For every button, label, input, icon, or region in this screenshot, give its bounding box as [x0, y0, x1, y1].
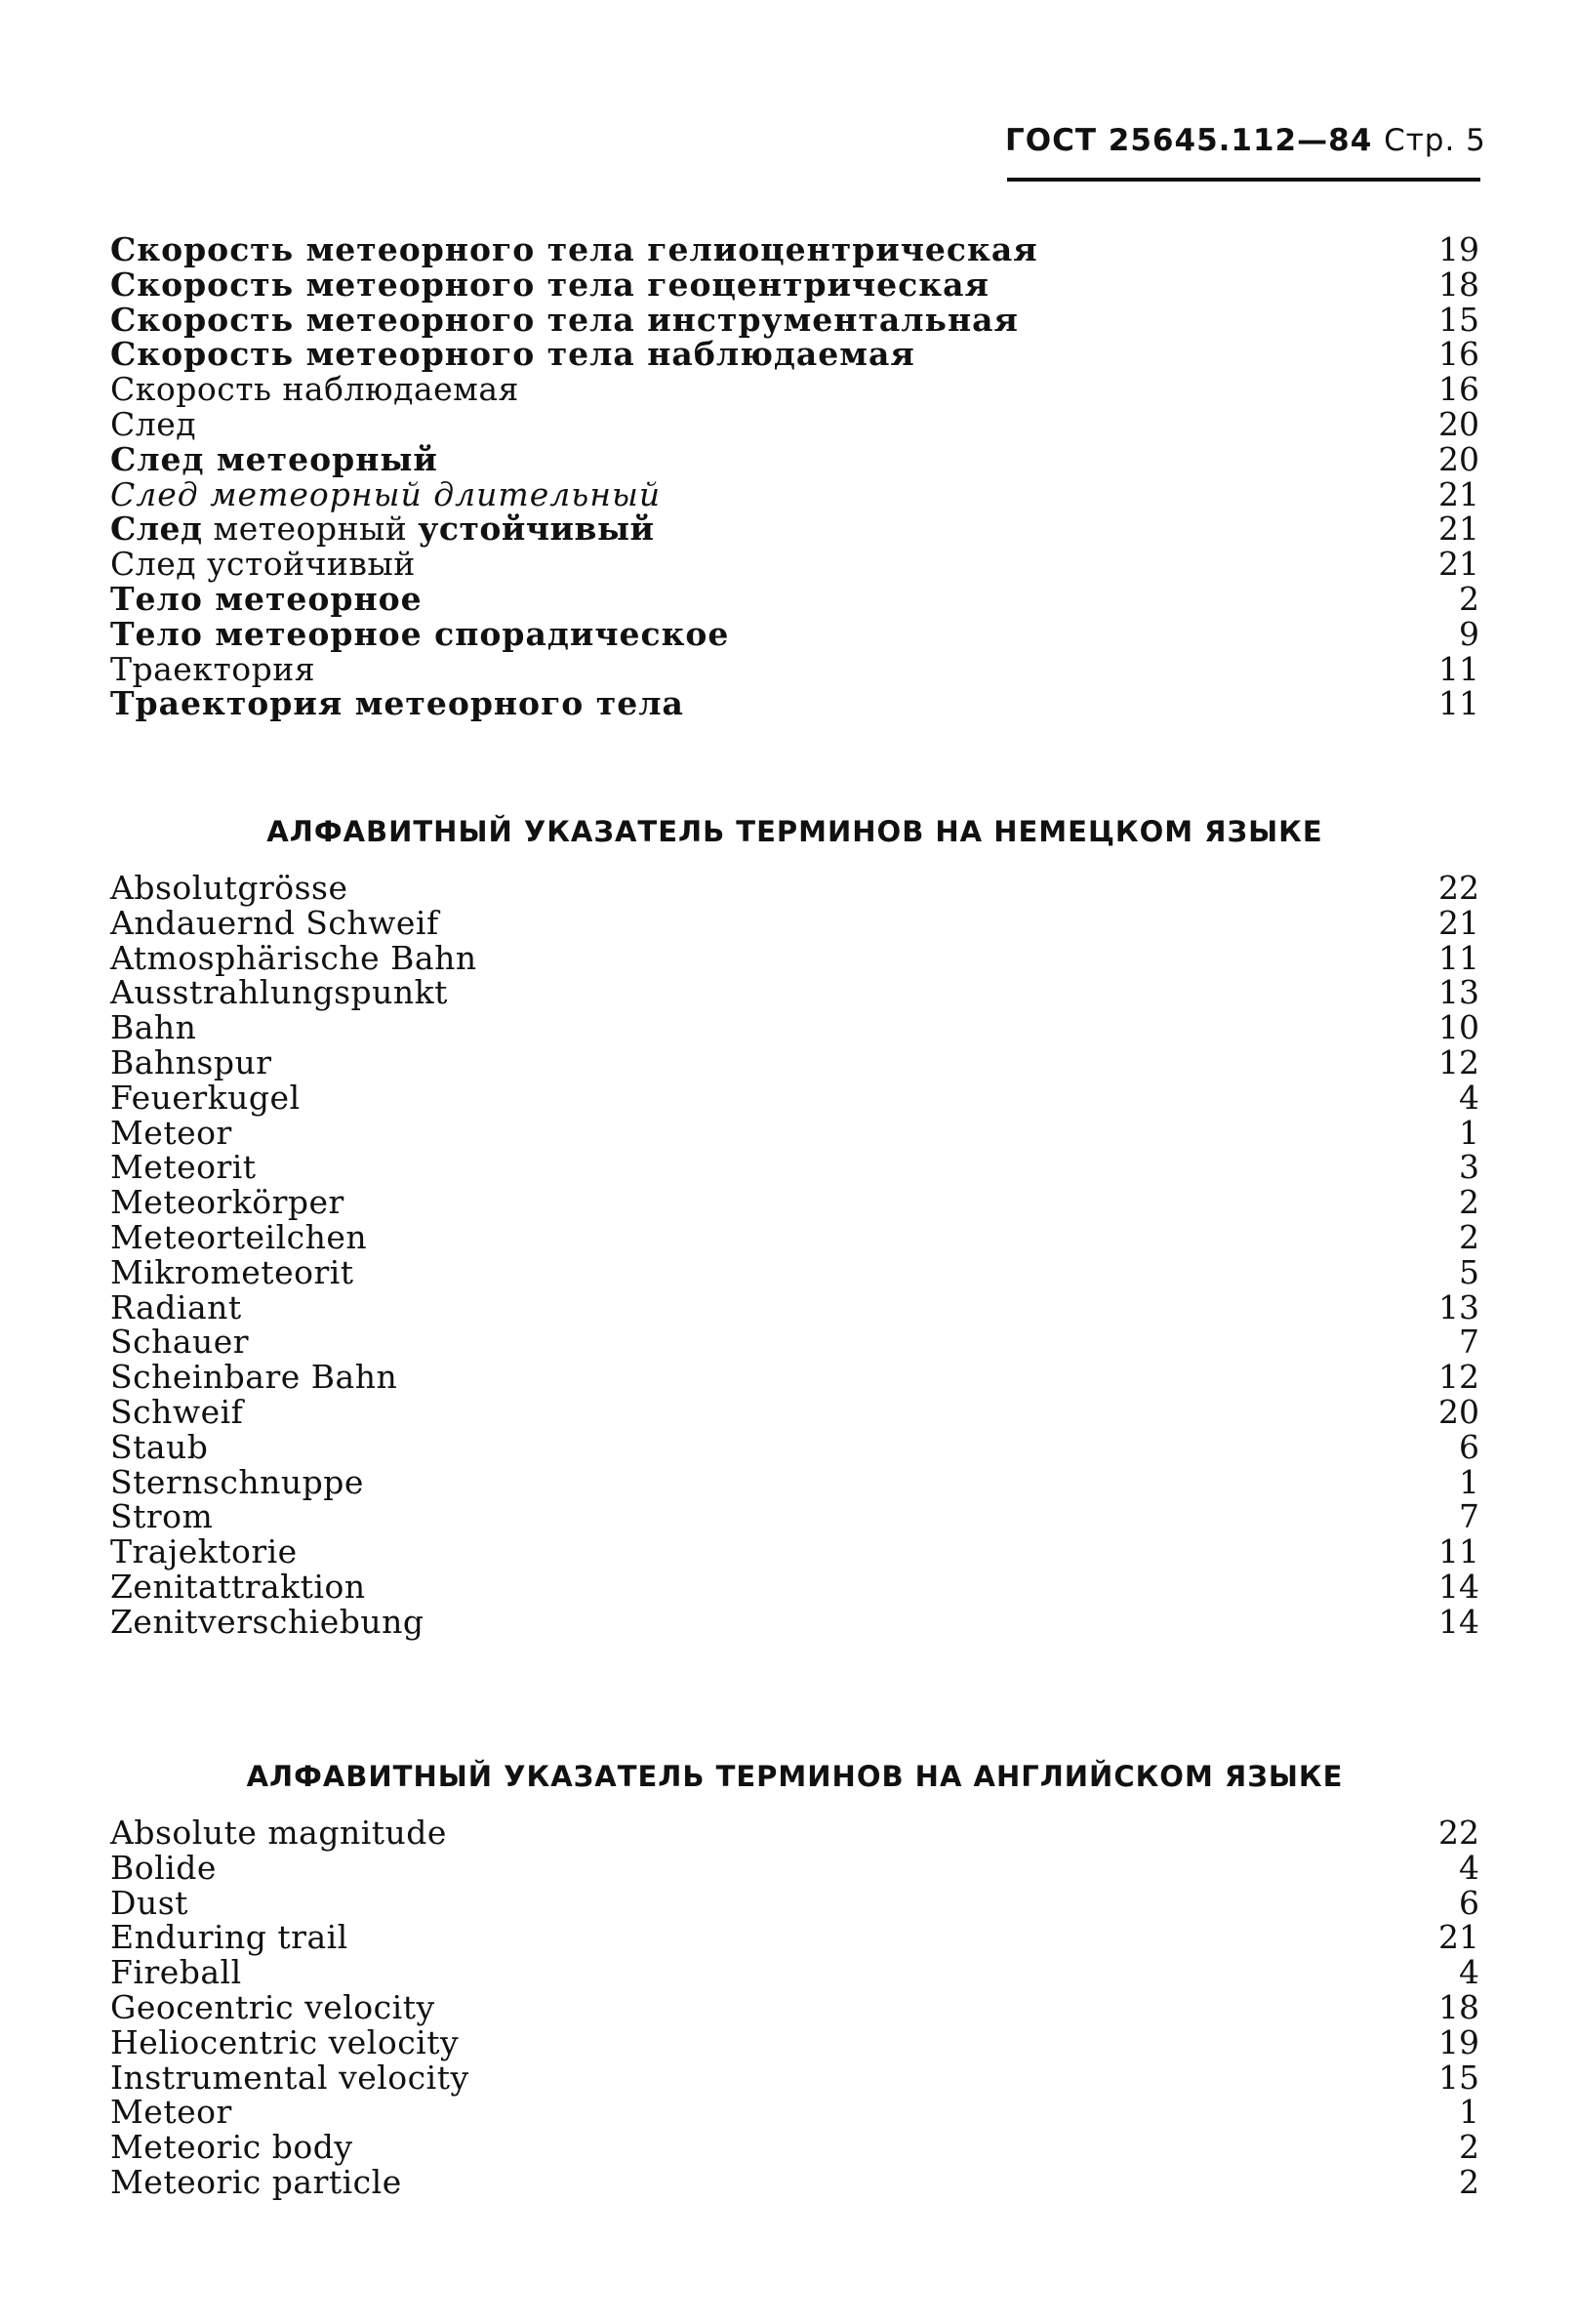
- index-term: Скорость метеорного тела геоцентрическая: [110, 265, 990, 304]
- index-entry: [110, 2162, 1479, 2201]
- index-term-number: 20: [1438, 404, 1479, 443]
- index-term-number: 21: [1438, 510, 1479, 549]
- index-term: Zenitverschiebung: [110, 1602, 424, 1641]
- index-term-number: 22: [1438, 869, 1479, 907]
- index-term: Скорость метеорного тела наблюдаемая: [110, 335, 915, 374]
- index-term-number: 14: [1438, 1602, 1479, 1641]
- index-term-number: 21: [1438, 903, 1479, 942]
- index-term-number: 19: [1438, 2022, 1479, 2061]
- index-entry: [110, 649, 1479, 688]
- index-term-number: 1: [1459, 1113, 1479, 1152]
- index-term: Meteorkörper: [110, 1183, 344, 1222]
- index-entry: [110, 1287, 1479, 1326]
- index-entry: [110, 372, 1479, 407]
- index-term-number: 12: [1438, 1042, 1479, 1081]
- index-term-number: 6: [1459, 1427, 1479, 1466]
- index-term-part: След: [110, 510, 203, 549]
- index-term: Absolute magnitude: [110, 1814, 447, 1852]
- index-term: Heliocentric velocity: [110, 2022, 460, 2061]
- index-term: Sternschnuppe: [110, 1462, 364, 1501]
- index-term-number: 20: [1438, 439, 1479, 478]
- index-entry: [110, 686, 1479, 721]
- russian-index-list: [110, 232, 1479, 721]
- index-term-number: 3: [1459, 1148, 1479, 1187]
- index-entry: [110, 1080, 1479, 1116]
- index-entry: [110, 1883, 1479, 1922]
- index-term: Geocentric velocity: [110, 1987, 435, 2026]
- index-term-number: 12: [1438, 1358, 1479, 1397]
- russian-index-section: [110, 232, 1479, 721]
- german-index-section: [110, 812, 1479, 1640]
- index-term: Fireball: [110, 1953, 242, 1992]
- index-term: Тело метеорное спорадическое: [110, 614, 730, 653]
- index-term: Meteorteilchen: [110, 1217, 368, 1256]
- index-entry: [110, 267, 1479, 303]
- index-entry: [110, 1150, 1479, 1185]
- index-term-number: 7: [1459, 1323, 1479, 1362]
- index-term-number: 4: [1459, 1953, 1479, 1992]
- index-term: Schauer: [110, 1323, 250, 1362]
- index-term-number: 2: [1459, 1183, 1479, 1222]
- index-term-number: 7: [1459, 1497, 1479, 1536]
- index-term: Staub: [110, 1427, 209, 1466]
- english-index-section: [110, 1757, 1479, 2200]
- index-term-number: 4: [1459, 1078, 1479, 1117]
- index-entry: [110, 579, 1479, 618]
- index-entry: [110, 2022, 1479, 2061]
- standard-number: ГОСТ 25645.112—84: [1005, 123, 1373, 158]
- index-entry: [110, 1252, 1479, 1291]
- index-entry: [110, 1602, 1479, 1641]
- index-term-number: 13: [1438, 1287, 1479, 1326]
- index-term-number: 15: [1438, 2058, 1479, 2097]
- index-term-number: 20: [1438, 1392, 1479, 1431]
- english-index-list: [110, 1815, 1479, 2200]
- index-term-part: устойчивый: [418, 510, 655, 549]
- index-term-number: 9: [1459, 614, 1479, 653]
- index-term: Тело метеорное: [110, 579, 423, 618]
- index-term: Trajektorie: [110, 1532, 298, 1571]
- index-term: Ausstrahlungspunkt: [110, 973, 448, 1012]
- index-term: Bahnspur: [110, 1042, 272, 1081]
- index-entry: [110, 1427, 1479, 1466]
- index-entry: [110, 975, 1479, 1010]
- index-term: Scheinbare Bahn: [110, 1358, 398, 1397]
- index-entry: [110, 1392, 1479, 1431]
- index-entry: [110, 474, 1479, 513]
- header-rule: [1007, 178, 1480, 182]
- german-index-list: [110, 871, 1479, 1640]
- index-term: Atmosphärische Bahn: [110, 938, 477, 977]
- index-entry: [110, 1113, 1479, 1152]
- index-term: Скорость метеорного тела инструментальная: [110, 300, 1019, 339]
- index-term-number: 2: [1459, 579, 1479, 618]
- page-header: [1005, 123, 1486, 158]
- index-term-number: 6: [1459, 1883, 1479, 1922]
- index-entry: [110, 1848, 1479, 1887]
- index-term: Meteor: [110, 1113, 232, 1152]
- index-term: След: [110, 404, 197, 443]
- index-term: Radiant: [110, 1287, 242, 1326]
- index-term: След устойчивый: [110, 545, 416, 584]
- index-term-number: 22: [1438, 1814, 1479, 1852]
- index-entry: [110, 1462, 1479, 1501]
- index-entry: [110, 300, 1479, 339]
- index-entry: [110, 2060, 1479, 2096]
- index-term: Meteoric particle: [110, 2162, 402, 2201]
- index-entry: [110, 1534, 1479, 1570]
- index-entry: [110, 1217, 1479, 1256]
- index-term: След метеорный длительный: [110, 474, 662, 513]
- index-term: Dust: [110, 1883, 188, 1922]
- index-term-number: 18: [1438, 265, 1479, 304]
- index-term-number: 11: [1438, 1532, 1479, 1571]
- index-term-number: 11: [1438, 684, 1479, 723]
- index-term-number: 15: [1438, 300, 1479, 339]
- index-term-number: 19: [1438, 230, 1479, 268]
- index-term: Feuerkugel: [110, 1078, 301, 1117]
- index-entry: [110, 1010, 1479, 1045]
- index-term-number: 18: [1438, 1987, 1479, 2026]
- index-term-number: 16: [1438, 335, 1479, 374]
- index-term-number: 21: [1438, 474, 1479, 513]
- index-term: Скорость метеорного тела гелиоцентрическая: [110, 230, 1038, 268]
- index-term-number: 1: [1459, 1462, 1479, 1501]
- index-entry: [110, 404, 1479, 443]
- index-term: Meteoric body: [110, 2128, 353, 2167]
- index-term: Bahn: [110, 1008, 197, 1047]
- index-entry: [110, 232, 1479, 267]
- index-term-part: метеорный: [202, 510, 419, 549]
- index-term-number: 5: [1459, 1252, 1479, 1291]
- index-entry: [110, 1499, 1479, 1534]
- index-term: Andauernd Schweif: [110, 903, 439, 942]
- index-term: Mikrometeorit: [110, 1252, 354, 1291]
- index-entry: [110, 1567, 1479, 1606]
- index-term-number: 13: [1438, 973, 1479, 1012]
- index-term: Meteor: [110, 2093, 232, 2132]
- index-entry: [110, 903, 1479, 942]
- index-term-number: 16: [1438, 370, 1479, 409]
- index-entry: [110, 1360, 1479, 1395]
- index-term: Bolide: [110, 1848, 217, 1887]
- index-entry: [110, 337, 1479, 372]
- index-entry: [110, 2130, 1479, 2165]
- index-entry: [110, 1955, 1479, 1990]
- index-entry: [110, 1042, 1479, 1081]
- index-term-number: 2: [1459, 1217, 1479, 1256]
- index-entry: [110, 511, 1479, 547]
- index-entry: [110, 1325, 1479, 1360]
- index-entry: [110, 871, 1479, 906]
- index-entry: [110, 1987, 1479, 2026]
- index-term: Instrumental velocity: [110, 2058, 469, 2097]
- index-term: Enduring trail: [110, 1918, 348, 1957]
- index-entry: [110, 1815, 1479, 1851]
- index-term-number: 2: [1459, 2162, 1479, 2201]
- index-entry: [110, 938, 1479, 977]
- index-term-number: 11: [1438, 649, 1479, 688]
- index-term: Strom: [110, 1497, 214, 1536]
- index-term-number: 2: [1459, 2128, 1479, 2167]
- index-entry: [110, 547, 1479, 582]
- index-term: Скорость наблюдаемая: [110, 370, 519, 409]
- page-number: Стр. 5: [1384, 123, 1486, 158]
- index-term: Meteorit: [110, 1148, 257, 1187]
- index-entry: [110, 439, 1479, 478]
- index-term: Schweif: [110, 1392, 244, 1431]
- index-term-number: 11: [1438, 938, 1479, 977]
- german-index-heading: АЛФАВИТНЫЙ УКАЗАТЕЛЬ ТЕРМИНОВ НА НЕМЕЦКОМ ЯЗЫКЕ: [266, 815, 1323, 848]
- index-entry: [110, 614, 1479, 653]
- index-term-number: 10: [1438, 1008, 1479, 1047]
- index-entry: [110, 2095, 1479, 2130]
- index-term: Absolutgrösse: [110, 869, 348, 907]
- index-term-number: 21: [1438, 1918, 1479, 1957]
- index-term-number: 21: [1438, 545, 1479, 584]
- index-term-number: 14: [1438, 1567, 1479, 1606]
- index-entry: [110, 1920, 1479, 1955]
- index-term: Траектория метеорного тела: [110, 684, 684, 723]
- index-term: След метеорный: [110, 439, 438, 478]
- index-term: Траектория: [110, 649, 316, 688]
- index-term-number: 1: [1459, 2093, 1479, 2132]
- index-term: Zenitattraktion: [110, 1567, 366, 1606]
- index-term: [110, 511, 655, 547]
- index-term-number: 4: [1459, 1848, 1479, 1887]
- english-index-heading: АЛФАВИТНЫЙ УКАЗАТЕЛЬ ТЕРМИНОВ НА АНГЛИЙСКОМ ЯЗЫКЕ: [246, 1760, 1344, 1793]
- index-entry: [110, 1185, 1479, 1220]
